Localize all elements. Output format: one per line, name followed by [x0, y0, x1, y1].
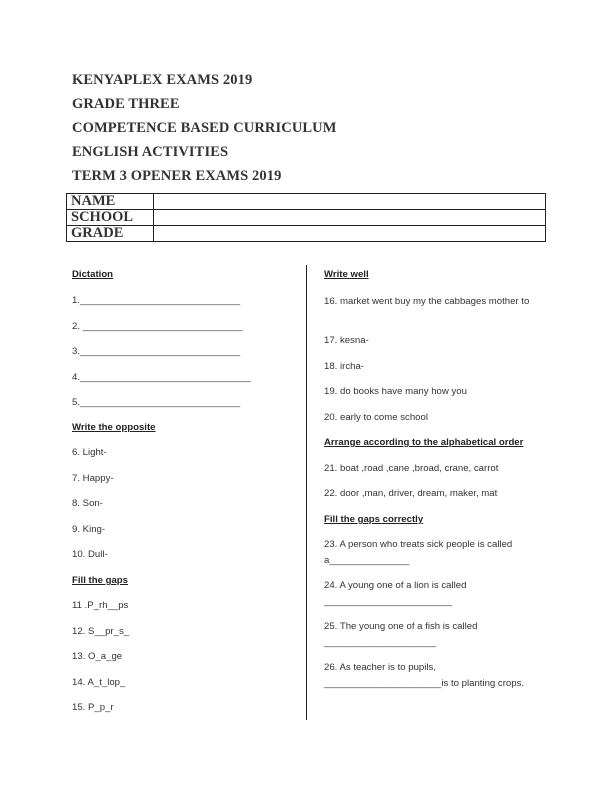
section-title-alphabetical: Arrange according to the alphabetical order — [324, 437, 524, 448]
fill-gaps-item-15: 15. P_p_r — [72, 702, 114, 713]
dictation-item-1: 1.______________________________ — [72, 295, 241, 306]
info-row-school — [67, 210, 546, 226]
fill-correctly-item-23: 23. A person who treats sick people is called — [324, 539, 513, 550]
fill-correctly-item-25-blank: _____________________ — [324, 637, 437, 648]
fill-correctly-item-23-blank: a_______________ — [324, 555, 410, 566]
write-well-item-17: 17. kesna- — [324, 335, 369, 346]
fill-correctly-item-25: 25. The young one of a fish is called — [324, 621, 478, 632]
name-label: NAME — [67, 194, 154, 210]
school-label: SCHOOL — [67, 210, 154, 226]
info-row-grade — [67, 226, 546, 242]
heading-term: TERM 3 OPENER EXAMS 2019 — [72, 168, 282, 184]
opposite-item-6: 6. Light- — [72, 447, 107, 458]
write-well-item-20: 20. early to come school — [324, 412, 428, 423]
opposite-item-9: 9. King- — [72, 524, 106, 535]
grade-field[interactable] — [154, 226, 546, 242]
name-field[interactable] — [154, 194, 546, 210]
dictation-item-5: 5.______________________________ — [72, 397, 241, 408]
write-well-item-16: 16. market went buy my the cabbages mother to — [324, 296, 530, 307]
heading-curriculum: COMPETENCE BASED CURRICULUM — [72, 120, 337, 136]
section-title-opposite: Write the opposite — [72, 422, 156, 433]
section-title-write-well: Write well — [324, 269, 369, 280]
dictation-item-3: 3.______________________________ — [72, 346, 241, 357]
fill-gaps-item-12: 12. S__pr_s_ — [72, 626, 130, 637]
fill-gaps-item-14: 14. A_t_lop_ — [72, 677, 126, 688]
opposite-item-10: 10. Dull- — [72, 549, 108, 560]
column-divider — [306, 265, 307, 720]
grade-label: GRADE — [67, 226, 154, 242]
student-info-table — [66, 193, 546, 242]
write-well-item-18: 18. ircha- — [324, 361, 364, 372]
fill-correctly-item-26: 26. As teacher is to pupils, — [324, 662, 436, 673]
fill-correctly-item-26-blank: ______________________is to planting crops. — [324, 678, 525, 689]
dictation-item-4: 4.________________________________ — [72, 372, 251, 383]
section-title-fill-gaps: Fill the gaps — [72, 575, 128, 586]
school-field[interactable] — [154, 210, 546, 226]
dictation-item-2: 2. ______________________________ — [72, 321, 243, 332]
write-well-item-19: 19. do books have many how you — [324, 386, 467, 397]
fill-gaps-item-11: 11 .P_rh__ps — [72, 600, 129, 611]
alphabetical-item-22: 22. door ,man, driver, dream, maker, mat — [324, 488, 498, 499]
fill-correctly-item-24-blank: ________________________ — [324, 596, 453, 607]
heading-exam-name: KENYAPLEX EXAMS 2019 — [72, 72, 253, 88]
section-title-dictation: Dictation — [72, 269, 114, 280]
fill-gaps-item-13: 13. O_a_ge — [72, 651, 123, 662]
fill-correctly-item-24: 24. A young one of a lion is called — [324, 580, 467, 591]
opposite-item-7: 7. Happy- — [72, 473, 114, 484]
alphabetical-item-21: 21. boat ,road ,cane ,broad, crane, carrot — [324, 463, 499, 474]
info-row-name — [67, 194, 546, 210]
heading-subject: ENGLISH ACTIVITIES — [72, 144, 229, 160]
section-title-fill-correctly: Fill the gaps correctly — [324, 514, 424, 525]
opposite-item-8: 8. Son- — [72, 498, 103, 509]
heading-grade: GRADE THREE — [72, 96, 180, 112]
